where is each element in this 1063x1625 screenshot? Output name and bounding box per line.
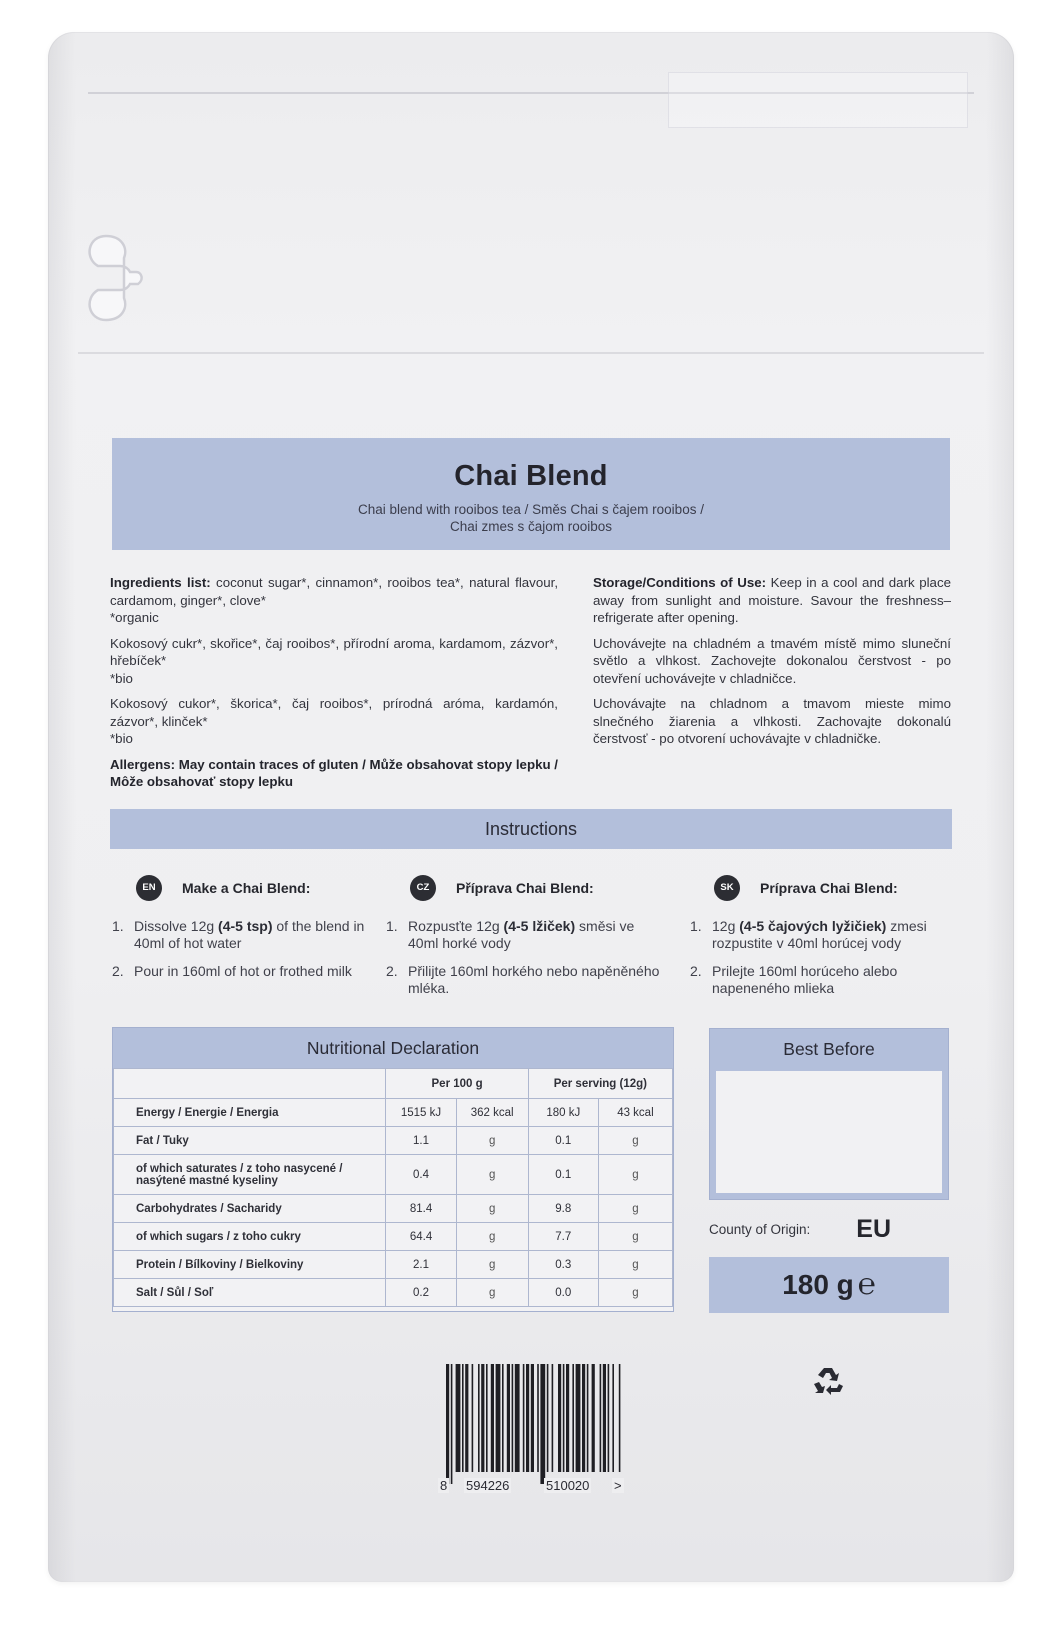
step-number: 2. bbox=[386, 963, 398, 979]
country-of-origin bbox=[709, 1214, 949, 1244]
step-text-post: směsi ve 40ml horké vody bbox=[408, 918, 635, 951]
step-text bbox=[134, 918, 392, 952]
barcode-digits-left: 594226 bbox=[466, 1478, 510, 1493]
barcode-bar bbox=[537, 1364, 539, 1472]
row-label: Salt / Sůl / Soľ bbox=[114, 1279, 386, 1307]
barcode-bar bbox=[512, 1364, 514, 1472]
cell: 0.1 bbox=[528, 1127, 598, 1155]
barcode-bar bbox=[592, 1364, 595, 1472]
step-text-post: of the blend in 40ml of hot water bbox=[134, 918, 365, 951]
barcode-bar bbox=[540, 1364, 545, 1484]
net-weight: 180 g bbox=[782, 1269, 854, 1300]
step-text-bold: (4-5 čajových lyžičiek) bbox=[739, 918, 887, 934]
cell: 0.4 bbox=[386, 1155, 456, 1195]
barcode-bar bbox=[619, 1364, 621, 1472]
origin-value: EU bbox=[856, 1214, 892, 1243]
table-row bbox=[114, 1251, 673, 1279]
ingredients-label: Ingredients list: bbox=[110, 575, 211, 590]
header-per100: Per 100 g bbox=[386, 1069, 528, 1099]
storage-en-text: Keep in a cool and dark place away from sunlight and moisture. Savour the freshness–refrigerate after opening. bbox=[593, 575, 951, 625]
barcode-bar bbox=[515, 1364, 520, 1472]
barcode-quiet-mark: > bbox=[614, 1478, 622, 1493]
estimated-sign: ℮ bbox=[857, 1268, 876, 1301]
cell: 362 kcal bbox=[456, 1099, 528, 1127]
cell: 0.0 bbox=[528, 1279, 598, 1307]
nutrition-title: Nutritional Declaration bbox=[113, 1028, 673, 1068]
barcode-bar bbox=[446, 1364, 449, 1484]
cell: g bbox=[598, 1195, 672, 1223]
lang-badge-sk: SK bbox=[714, 875, 740, 901]
instructions-sk-steps bbox=[690, 918, 960, 997]
cell: 9.8 bbox=[528, 1195, 598, 1223]
cell: 0.3 bbox=[528, 1251, 598, 1279]
bag-shade-right bbox=[986, 32, 1014, 1582]
barcode-bar bbox=[563, 1364, 565, 1472]
table-row bbox=[114, 1195, 673, 1223]
list-item bbox=[690, 963, 960, 997]
table-row bbox=[114, 1155, 673, 1195]
coffee-bag bbox=[48, 32, 1014, 1582]
barcode-bar bbox=[526, 1364, 529, 1472]
barcode-bar bbox=[491, 1364, 494, 1472]
step-text bbox=[408, 918, 666, 952]
barcode-bar bbox=[600, 1364, 602, 1472]
cell: g bbox=[456, 1127, 528, 1155]
step-number: 1. bbox=[690, 918, 702, 934]
tear-tab bbox=[668, 72, 968, 128]
barcode-bar bbox=[462, 1364, 464, 1472]
step-text-pre: Dissolve 12g bbox=[134, 918, 219, 934]
cell: g bbox=[598, 1223, 672, 1251]
product-title: Chai Blend bbox=[454, 460, 608, 492]
list-item bbox=[690, 918, 960, 952]
barcode-bar bbox=[558, 1364, 561, 1472]
ingredients-en-text: coconut sugar*, cinnamon*, rooibos tea*, natural flavour, cardamom, ginger*, clove* bbox=[110, 575, 559, 608]
seal-line bbox=[78, 352, 984, 354]
list-item bbox=[112, 963, 392, 980]
ingredients-sk-note: *bio bbox=[110, 731, 133, 746]
cell: g bbox=[456, 1279, 528, 1307]
header-per-serving: Per serving (12g) bbox=[528, 1069, 672, 1099]
list-item bbox=[386, 918, 666, 952]
ingredients-sk-text: Kokosový cukor*, škorica*, čaj rooibos*, prírodná aróma, kardamón, zázvor*, klinček* bbox=[110, 696, 558, 729]
instructions-en-head bbox=[112, 874, 392, 902]
ingredients-en bbox=[110, 574, 558, 627]
instructions-en bbox=[112, 874, 392, 991]
instructions-cz-steps bbox=[386, 918, 666, 997]
header-empty bbox=[114, 1069, 386, 1099]
euro-hole-icon bbox=[76, 218, 176, 338]
ingredients-cz bbox=[110, 635, 558, 688]
storage-label: Storage/Conditions of Use: bbox=[593, 575, 767, 590]
net-weight-band bbox=[709, 1257, 949, 1313]
nutrition-grid bbox=[113, 1068, 673, 1307]
step-text-pre: 12g bbox=[712, 918, 740, 934]
table-row bbox=[114, 1223, 673, 1251]
instructions-en-steps bbox=[112, 918, 392, 980]
step-text-post: zmesi rozpustite v 40ml horúcej vody bbox=[712, 918, 927, 951]
barcode-icon bbox=[440, 1362, 626, 1490]
barcode-bar bbox=[603, 1364, 606, 1472]
step-text: Přilijte 160ml horkého nebo napěněného mléka. bbox=[408, 963, 660, 996]
subtitle-line-2: Chai zmes s čajom rooibos bbox=[449, 519, 613, 534]
best-before-blank bbox=[716, 1071, 942, 1193]
row-label: of which sugars / z toho cukry bbox=[114, 1223, 386, 1251]
step-number: 1. bbox=[386, 918, 398, 934]
barcode-bar bbox=[478, 1364, 480, 1472]
row-label: Protein / Bílkoviny / Bielkoviny bbox=[114, 1251, 386, 1279]
barcode-bar bbox=[572, 1364, 574, 1472]
row-label: Carbohydrates / Sacharidy bbox=[114, 1195, 386, 1223]
instructions-cz-heading: Příprava Chai Blend: bbox=[456, 880, 594, 896]
subtitle-line-1: Chai blend with rooibos tea / Směs Chai s čajem rooibos / bbox=[358, 502, 704, 517]
row-label: Energy / Energie / Energia bbox=[114, 1099, 386, 1127]
barcode-digits bbox=[440, 1478, 640, 1498]
nutrition-table bbox=[112, 1027, 674, 1312]
step-text-pre: Rozpusťte 12g bbox=[408, 918, 504, 934]
barcode-bar bbox=[507, 1364, 510, 1472]
instructions-sk-heading: Príprava Chai Blend: bbox=[760, 880, 898, 896]
cell: g bbox=[598, 1251, 672, 1279]
barcode-bar bbox=[456, 1364, 461, 1472]
barcode-bar bbox=[576, 1364, 581, 1472]
instructions-en-heading: Make a Chai Blend: bbox=[182, 880, 311, 896]
best-before-box bbox=[709, 1028, 949, 1200]
instructions-sk-head bbox=[690, 874, 960, 902]
barcode-bar bbox=[547, 1364, 549, 1472]
barcode-digit-lead: 8 bbox=[440, 1478, 448, 1493]
cell: g bbox=[598, 1127, 672, 1155]
barcode-bar bbox=[566, 1364, 569, 1472]
ingredients-en-note: *organic bbox=[110, 610, 159, 625]
lang-badge-en: EN bbox=[136, 875, 162, 901]
title-band bbox=[112, 438, 950, 550]
cell: g bbox=[456, 1223, 528, 1251]
cell: 1.1 bbox=[386, 1127, 456, 1155]
instructions-band: Instructions bbox=[110, 809, 952, 849]
cell: 7.7 bbox=[528, 1223, 598, 1251]
product-subtitle bbox=[112, 501, 950, 535]
barcode-bar bbox=[587, 1364, 589, 1472]
barcode-bar bbox=[582, 1364, 585, 1472]
row-label: Fat / Tuky bbox=[114, 1127, 386, 1155]
list-item bbox=[112, 918, 392, 952]
cell: g bbox=[598, 1155, 672, 1195]
instructions-sk bbox=[690, 874, 960, 1008]
cell: g bbox=[598, 1279, 672, 1307]
storage-en bbox=[593, 574, 951, 627]
recycle-icon bbox=[810, 1364, 846, 1400]
lang-badge-cz: CZ bbox=[410, 875, 436, 901]
barcode-bar bbox=[496, 1364, 501, 1472]
allergens bbox=[110, 756, 558, 791]
barcode-bar bbox=[608, 1364, 610, 1472]
ingredients-cz-text: Kokosový cukr*, skořice*, čaj rooibos*, přírodní aroma, kardamom, zázvor*, hřebíček* bbox=[110, 635, 558, 668]
cell: 43 kcal bbox=[598, 1099, 672, 1127]
barcode-bar bbox=[523, 1364, 525, 1472]
step-number: 1. bbox=[112, 918, 124, 934]
step-number: 2. bbox=[690, 963, 702, 979]
cell: 1515 kJ bbox=[386, 1099, 456, 1127]
allergens-text: Allergens: May contain traces of gluten / Může obsahovat stopy lepku / Môže obsahovať stopy lepku bbox=[110, 756, 558, 789]
step-text-bold: (4-5 lžiček) bbox=[503, 918, 576, 934]
ingredients-sk bbox=[110, 695, 558, 748]
storage-cz: Uchovávejte na chladném a tmavém místě mimo sluneční světlo a vlhkost. Zachovejte dokonalou čerstvost - po otevření uchovávejte v chladničce. bbox=[593, 635, 951, 686]
instructions-cz-head bbox=[386, 874, 666, 902]
step-text bbox=[712, 918, 960, 952]
barcode-bar bbox=[486, 1364, 488, 1472]
cell: g bbox=[456, 1155, 528, 1195]
barcode-bar bbox=[451, 1364, 453, 1484]
step-text: Prilejte 160ml horúceho alebo napeneného mlieka bbox=[712, 963, 898, 996]
barcode-bar bbox=[552, 1364, 554, 1472]
cell: 81.4 bbox=[386, 1195, 456, 1223]
ingredients-column bbox=[110, 574, 558, 799]
cell: g bbox=[456, 1195, 528, 1223]
step-text: Pour in 160ml of hot or frothed milk bbox=[134, 963, 352, 979]
row-label: of which saturates / z toho nasycené / nasýtené mastné kyseliny bbox=[114, 1155, 386, 1195]
step-number: 2. bbox=[112, 963, 124, 979]
best-before-title: Best Before bbox=[783, 1039, 875, 1059]
bag-shade-left bbox=[48, 32, 76, 1582]
barcode-bar bbox=[612, 1364, 614, 1472]
step-text-bold: (4-5 tsp) bbox=[218, 918, 273, 934]
cell: 0.2 bbox=[386, 1279, 456, 1307]
barcode-bar bbox=[465, 1364, 468, 1472]
table-header-row bbox=[114, 1069, 673, 1099]
barcode-bar bbox=[531, 1364, 534, 1472]
instructions-cz bbox=[386, 874, 666, 1008]
list-item bbox=[386, 963, 666, 997]
storage-sk: Uchovávajte na chladnom a tmavom mieste mimo slnečného žiarenia a vlhkosti. Zachovajte dokonalú čerstvosť - po otvorení uchovávajte v chladničke. bbox=[593, 696, 951, 746]
cell: g bbox=[456, 1251, 528, 1279]
barcode-bar bbox=[481, 1364, 484, 1472]
barcode-digits-right: 510020 bbox=[546, 1478, 590, 1493]
cell: 64.4 bbox=[386, 1223, 456, 1251]
ingredients-cz-note: *bio bbox=[110, 670, 133, 686]
storage-column bbox=[593, 574, 951, 756]
cell: 180 kJ bbox=[528, 1099, 598, 1127]
barcode-bar bbox=[502, 1364, 504, 1472]
barcode-bar bbox=[472, 1364, 474, 1472]
cell: 0.1 bbox=[528, 1155, 598, 1195]
table-row bbox=[114, 1099, 673, 1127]
cell: 2.1 bbox=[386, 1251, 456, 1279]
origin-label: County of Origin: bbox=[709, 1221, 811, 1237]
table-row bbox=[114, 1279, 673, 1307]
table-row bbox=[114, 1127, 673, 1155]
